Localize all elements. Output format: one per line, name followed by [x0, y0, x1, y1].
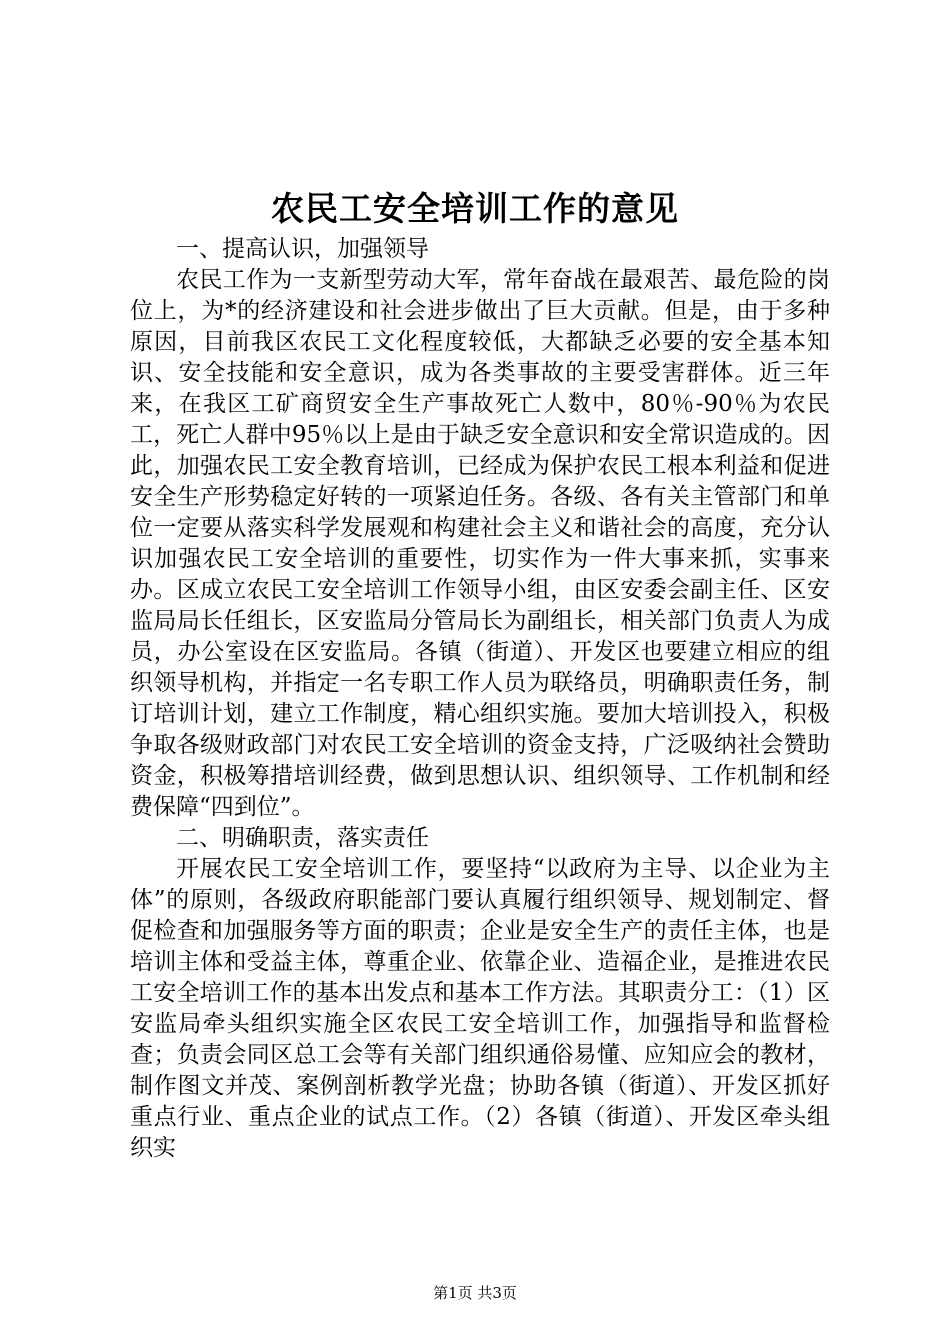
document-title: 农民工安全培训工作的意见 — [271, 189, 679, 228]
section-heading-2: 二、明确职责，落实责任 — [176, 825, 429, 851]
document-body — [130, 234, 830, 1164]
body-paragraph-2: 开展农民工安全培训工作，要坚持“以政府为主导、以企业为主体”的原则，各级政府职能部门要认真履行组织领导、规划制定、督促检查和加强服务等方面的职责；企业是安全生产的责任主体，也是培训主体和受益主体，尊重企业、依靠企业、造福企业，是推进农民工安全培训工作的基本出发点和基本工作方法。其职责分工：（1）区安监局牵头组织实施全区农民工安全培训工作，加强指导和监督检查；负责会同区总工会等有关部门组织通俗易懂、应知应会的教材，制作图文并茂、案例剖析教学光盘；协助各镇（街道）、开发区抓好重点行业、重点企业的试点工作。（2）各镇（街道）、开发区牵头组织实 — [130, 856, 830, 1161]
body-paragraph-1: 农民工作为一支新型劳动大军，常年奋战在最艰苦、最危险的岗位上，为*的经济建设和社会进步做出了巨大贡献。但是，由于多种原因，目前我区农民工文化程度较低，大都缺乏必要的安全基本知识、安全技能和安全意识，成为各类事故的主要受害群体。近三年来，在我区工矿商贸安全生产事故死亡人数中，80％-90％为农民工，死亡人群中95％以上是由于缺乏安全意识和安全常识造成的。因此，加强农民工安全教育培训，已经成为保护农民工根本利益和促进安全生产形势稳定好转的一项紧迫任务。各级、各有关主管部门和单位一定要从落实科学发展观和构建社会主义和谐社会的高度，充分认识加强农民工安全培训的重要性，切实作为一件大事来抓，实事来办。区成立农民工安全培训工作领导小组，由区安委会副主任、区安监局局长任组长，区安监局分管局长为副组长，相关部门负责人为成员，办公室设在区安监局。各镇（街道）、开发区也要建立相应的组织领导机构，并指定一名专职工作人员为联络员，明确职责任务，制订培训计划，建立工作制度，精心组织实施。要加大培训投入，积极争取各级财政部门对农民工安全培训的资金支持，广泛吸纳社会赞助资金，积极筹措培训经费，做到思想认识、组织领导、工作机制和经费保障“四到位”。 — [130, 267, 830, 820]
section-heading-1: 一、提高认识，加强领导 — [176, 236, 429, 262]
page-number-footer: 第1页 共3页 — [433, 1284, 517, 1302]
